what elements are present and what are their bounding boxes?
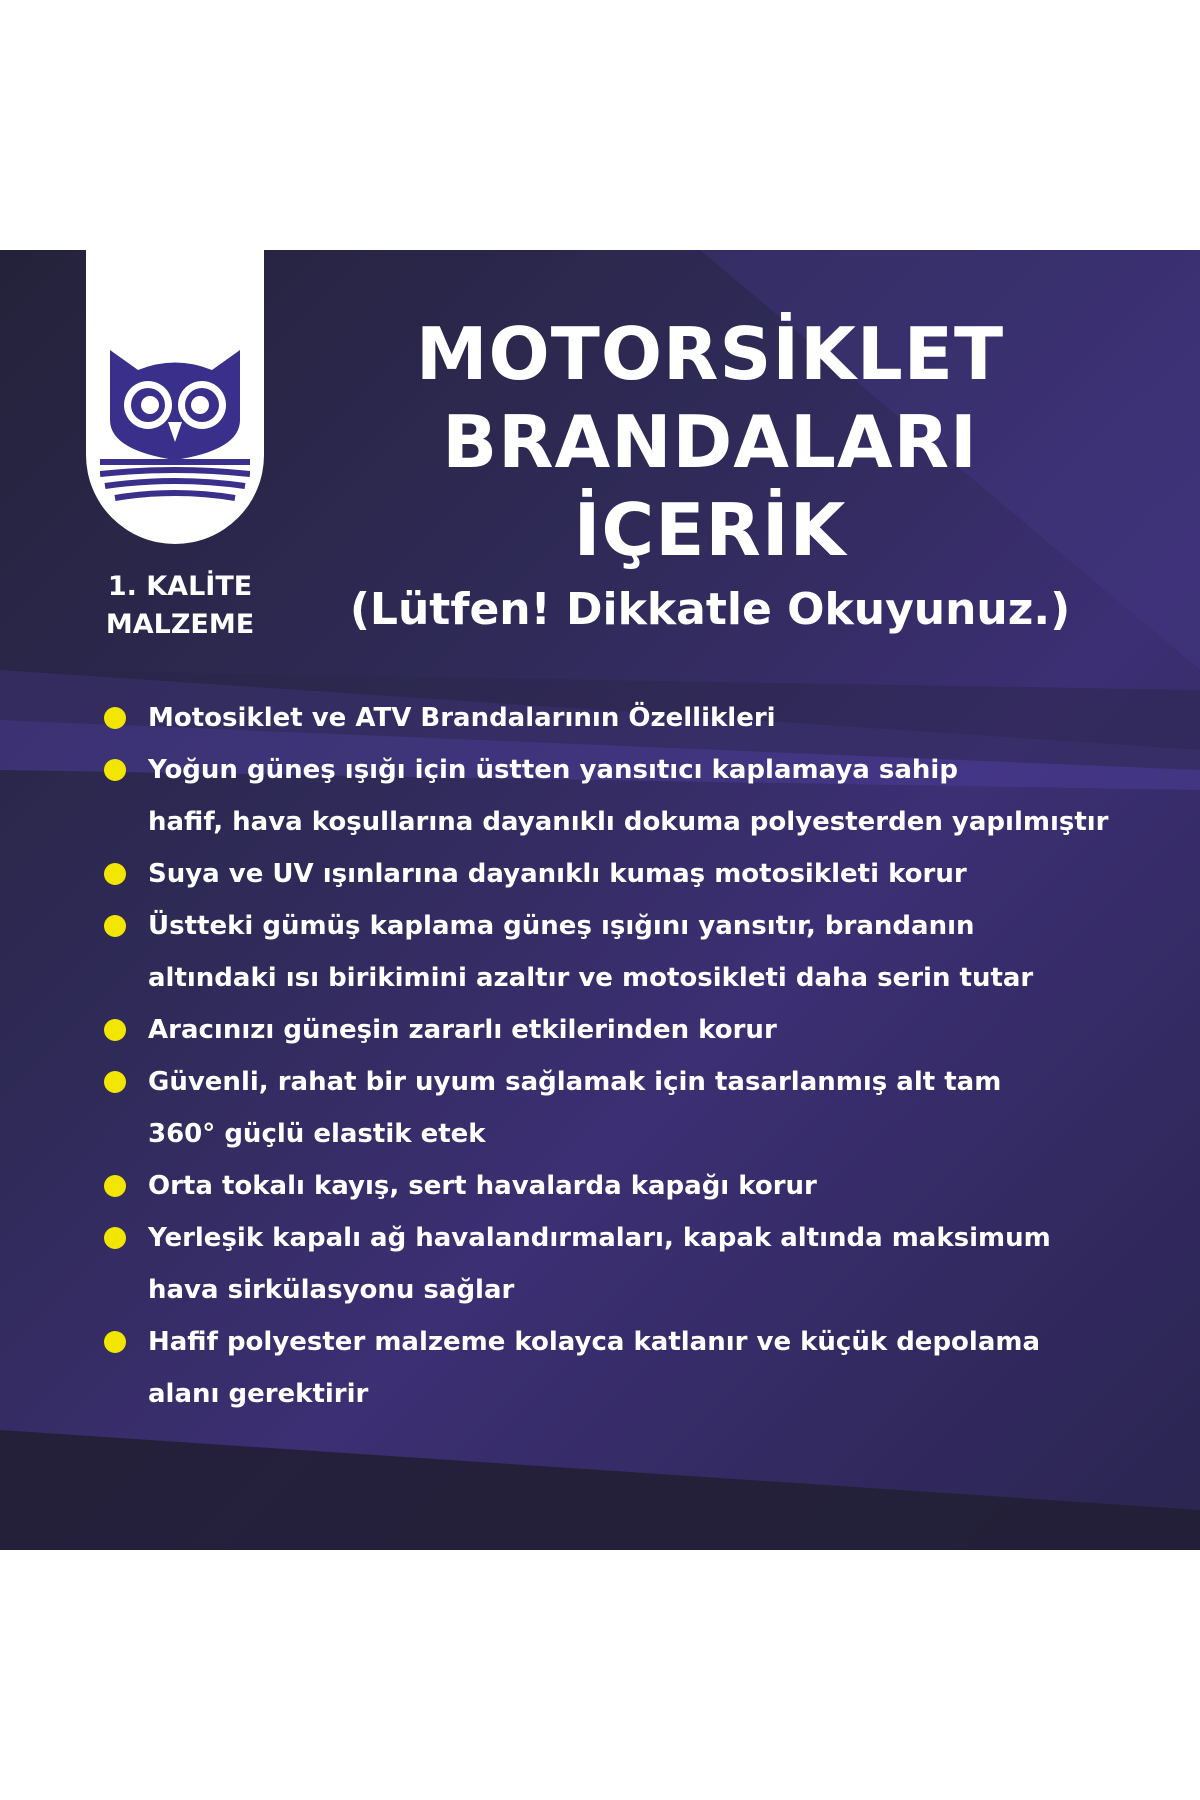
bullet-dot-icon	[104, 1175, 126, 1197]
quality-badge	[86, 250, 264, 544]
title-line2: BRANDALARI İÇERİK	[442, 400, 978, 572]
title-subtitle: (Lütfen! Dikkatle Okuyunuz.)	[349, 584, 1071, 635]
feature-text: Orta tokalı kayış, sert havalarda kapağı korur	[148, 1171, 817, 1201]
feature-item	[100, 848, 1160, 900]
feature-text: Yerleşik kapalı ağ havalandırmaları, kapak altında maksimum	[148, 1223, 1051, 1253]
quality-label-line1: 1. KALİTE	[107, 571, 253, 602]
feature-item	[100, 1004, 1160, 1056]
bullet-dot-icon	[104, 759, 126, 781]
feature-item	[100, 1316, 1160, 1420]
feature-text: 360° güçlü elastik etek	[148, 1119, 486, 1149]
title-line1: MOTORSİKLET	[415, 312, 1005, 396]
info-poster	[0, 250, 1200, 1550]
feature-item	[100, 744, 1160, 848]
bullet-dot-icon	[104, 1019, 126, 1041]
bullet-dot-icon	[104, 1071, 126, 1093]
feature-text: Aracınızı güneşin zararlı etkilerinden korur	[148, 1015, 777, 1045]
feature-item	[100, 1212, 1160, 1316]
feature-text: Hafif polyester malzeme kolayca katlanır ve küçük depolama	[148, 1327, 1041, 1357]
quality-label	[60, 568, 300, 644]
feature-item	[100, 692, 1160, 744]
feature-text: Motosiklet ve ATV Brandalarının Özellikleri	[148, 703, 776, 733]
bullet-dot-icon	[104, 915, 126, 937]
feature-text: Yoğun güneş ışığı için üstten yansıtıcı kaplamaya sahip	[148, 755, 958, 785]
bullet-dot-icon	[104, 1331, 126, 1353]
bullet-dot-icon	[104, 707, 126, 729]
feature-item	[100, 1056, 1160, 1160]
feature-item	[100, 900, 1160, 1004]
feature-text: Güvenli, rahat bir uyum sağlamak için tasarlanmış alt tam	[148, 1067, 1002, 1097]
owl-logo-icon	[100, 350, 250, 510]
feature-text: hava sirkülasyonu sağlar	[148, 1275, 515, 1305]
feature-text: Üstteki gümüş kaplama güneş ışığını yansıtır, brandanın	[148, 911, 975, 941]
bullet-dot-icon	[104, 863, 126, 885]
page-title	[300, 310, 1120, 642]
feature-text: altındaki ısı birikimini azaltır ve motosikleti daha serin tutar	[148, 963, 1034, 993]
quality-label-line2: MALZEME	[105, 609, 255, 640]
feature-text: alanı gerektirir	[148, 1379, 369, 1409]
bullet-dot-icon	[104, 1227, 126, 1249]
feature-text: Suya ve UV ışınlarına dayanıklı kumaş motosikleti korur	[148, 859, 967, 889]
feature-text: hafif, hava koşullarına dayanıklı dokuma polyesterden yapılmıştır	[148, 807, 1109, 837]
feature-list	[100, 692, 1160, 1420]
feature-item	[100, 1160, 1160, 1212]
